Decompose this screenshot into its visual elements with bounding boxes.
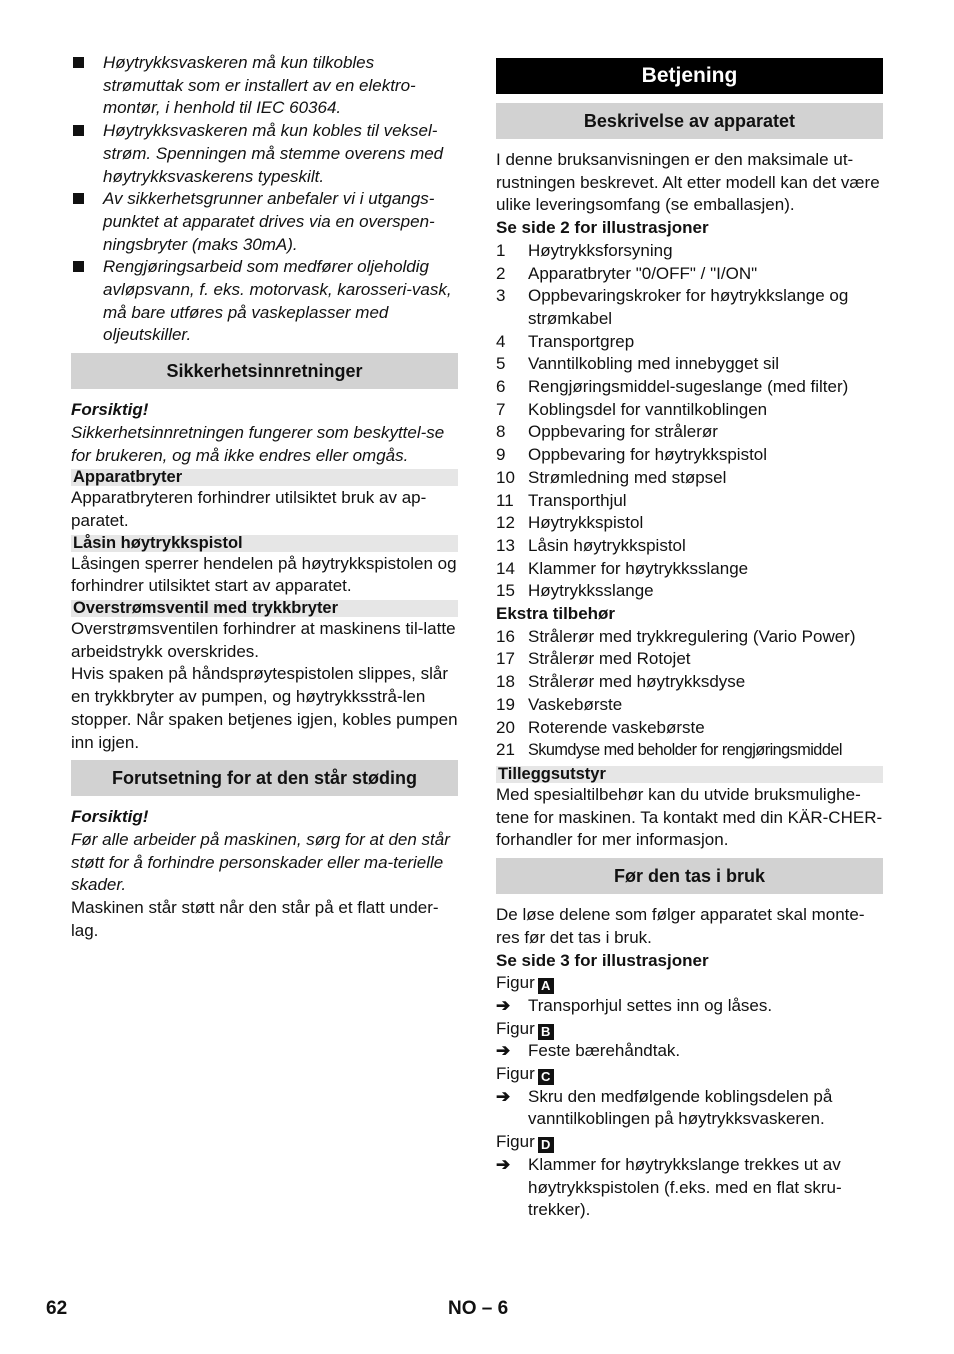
item-number: 11 (496, 490, 514, 510)
bullet-item: Høytrykksvaskeren må kun tilkobles strømuttak som er installert av en elektro-montør, i henhold til IEC 60364. (71, 52, 458, 120)
list-item (496, 626, 883, 649)
list-item (496, 535, 883, 558)
item-label: Oppbevaringskroker for høytrykkslange og strømkabel (528, 286, 849, 328)
item-label: Oppbevaring for strålerør (528, 422, 718, 442)
item-number: 12 (496, 513, 515, 533)
item-number: 16 (496, 626, 515, 646)
item-number: 10 (496, 467, 515, 487)
figure-letter-badge: D (538, 1137, 554, 1153)
list-item (496, 285, 883, 330)
page-section-label: NO – 6 (448, 1298, 509, 1319)
figure-reference (496, 1063, 883, 1086)
warning-text: Før alle arbeider på maskinen, sørg for at den står støtt for å forhindre personskader eller ma-terielle skader. (71, 829, 450, 895)
left-column (71, 52, 458, 943)
figure-letter-badge: A (538, 978, 554, 994)
list-item (496, 376, 883, 399)
item-number: 13 (496, 535, 515, 555)
figure-reference (496, 1131, 883, 1154)
list-item (496, 331, 883, 354)
bullet-item: Av sikkerhetsgrunner anbefaler vi i utgangs-punktet at apparatet drives via en overspen-ningsbryter (maks 30mA). (71, 188, 458, 256)
parts-list (496, 240, 883, 603)
item-label: Transporthjul (528, 490, 627, 510)
item-number: 6 (496, 377, 506, 397)
list-item (496, 444, 883, 467)
item-label: Transportgrep (528, 331, 635, 351)
extra-accessories-heading: Ekstra tilbehør (496, 604, 616, 624)
chapter-heading: Betjening (496, 58, 883, 94)
item-label: Strålerør med trykkregulering (Vario Power) (528, 626, 856, 646)
item-label: Roterende vaskebørste (528, 717, 705, 737)
item-number: 8 (496, 422, 506, 442)
warning-title: Forsiktig! (71, 400, 149, 420)
figure-reference (496, 972, 883, 995)
item-number: 4 (496, 331, 506, 351)
right-column (496, 52, 883, 1222)
list-item (496, 399, 883, 422)
item-label: Høytrykksforsyning (528, 240, 673, 260)
item-number: 14 (496, 558, 515, 578)
list-item (496, 558, 883, 581)
paragraph: Låsingen sperrer hendelen på høytrykkspistolen og forhindrer utilsiktet start av apparatet. (71, 553, 457, 596)
instruction-step (496, 1086, 883, 1131)
figure-letter-badge: B (538, 1024, 554, 1040)
list-item (496, 648, 883, 671)
item-label: Strømledning med støpsel (528, 467, 727, 487)
subheading-valve: Overstrømsventil med trykkbryter (71, 600, 458, 617)
list-item (496, 421, 883, 444)
item-number: 15 (496, 581, 515, 601)
section-heading-description: Beskrivelse av apparatet (496, 103, 883, 139)
instruction-step (496, 1040, 883, 1063)
paragraph: Maskinen står støtt når den står på et flatt under-lag. (71, 898, 439, 940)
list-item (496, 739, 883, 762)
item-number: 3 (496, 286, 506, 306)
list-item (496, 467, 883, 490)
instruction-text: Skru den medfølgende koblingsdelen på vanntilkoblingen på høytrykksvaskeren. (528, 1086, 833, 1129)
figure-label: Figur (496, 1018, 535, 1038)
warning-title: Forsiktig! (71, 807, 149, 827)
list-item (496, 717, 883, 740)
list-item (496, 353, 883, 376)
see-page-reference: Se side 2 for illustrasjoner (496, 218, 709, 238)
item-label: Strålerør med Rotojet (528, 649, 691, 669)
paragraph: De løse delene som følger apparatet skal monte-res før det tas i bruk. (496, 905, 865, 947)
paragraph: Med spesialtilbehør kan du utvide bruksmulighe-tene for maskinen. Ta kontakt med din KÄR-CHER-forhandler for mer informasjon. (496, 784, 883, 850)
item-number: 2 (496, 263, 506, 283)
instruction-text: Klammer for høytrykkslange trekkes ut av høytrykkspistolen (f.eks. med en flat skru-trekker). (528, 1154, 842, 1220)
item-label: Vaskebørste (528, 694, 623, 714)
paragraph: Overstrømsventilen forhindrer at maskinens til-latte arbeidstrykk overskrides. (71, 619, 456, 661)
item-number: 20 (496, 717, 515, 737)
arrow-right-icon: ➔ (496, 1154, 511, 1174)
section-heading-stability: Forutsetning for at den står støding (71, 760, 458, 796)
list-item (496, 694, 883, 717)
item-label: Klammer for høytrykksslange (528, 558, 749, 578)
figure-label: Figur (496, 973, 535, 993)
bullet-item: Rengjøringsarbeid som medfører oljeholdig avløpsvann, f. eks. motorvask, karosseri-vask, må bare utføres på vaskeplasser med oljeutskiller. (71, 256, 458, 347)
paragraph: I denne bruksanvisningen er den maksimale ut-rustningen beskrevet. Alt etter modell kan det være ulike leveringsomfang (se emballasjen). (496, 150, 880, 215)
item-label: Høytrykkspistol (528, 513, 644, 533)
extra-accessories-list (496, 626, 883, 762)
item-label: Apparatbryter "0/OFF" / "I/ON" (528, 263, 758, 283)
list-item (496, 671, 883, 694)
instruction-text: Feste bærehåndtak. (528, 1041, 681, 1061)
item-label: Strålerør med høytrykksdyse (528, 672, 746, 692)
section-heading-before-use: Før den tas i bruk (496, 858, 883, 894)
item-number: 5 (496, 354, 506, 374)
instruction-text: Transporhjul settes inn og låses. (528, 995, 773, 1015)
warning-text: Sikkerhetsinnretningen fungerer som beskyttel-se for brukeren, og må ikke endres eller omgås. (71, 422, 445, 465)
paragraph: Hvis spaken på håndsprøytespistolen slippes, slår en trykkbryter av pumpen, og høytrykksstrå-len stopper. Når spaken betjenes igjen, kobles pumpen inn igjen. (71, 664, 458, 752)
subheading-accessories: Tilleggsutstyr (496, 766, 883, 783)
instruction-step (496, 995, 883, 1018)
figure-label: Figur (496, 1132, 535, 1152)
list-item (496, 490, 883, 513)
arrow-right-icon: ➔ (496, 1086, 511, 1106)
item-label: Oppbevaring for høytrykkspistol (528, 445, 768, 465)
arrow-right-icon: ➔ (496, 995, 511, 1015)
figure-letter-badge: C (538, 1069, 554, 1085)
paragraph: Apparatbryteren forhindrer utilsiktet bruk av ap-paratet. (71, 488, 427, 530)
item-label: Koblingsdel for vanntilkoblingen (528, 399, 768, 419)
figure-label: Figur (496, 1064, 535, 1084)
item-label: Skumdyse med beholder for rengjøringsmiddel (528, 741, 842, 760)
item-number: 18 (496, 672, 515, 692)
arrow-right-icon: ➔ (496, 1041, 511, 1061)
item-label: Høytrykksslange (528, 581, 654, 601)
section-heading-safety: Sikkerhetsinnretninger (71, 353, 458, 389)
item-number: 7 (496, 399, 506, 419)
instruction-step (496, 1154, 883, 1222)
list-item (496, 240, 883, 263)
see-page-reference: Se side 3 for illustrasjoner (496, 950, 709, 970)
list-item (496, 263, 883, 286)
bullet-item: Høytrykksvaskeren må kun kobles til veksel-strøm. Spenningen må stemme overens med høytrykksvaskerens typeskilt. (71, 120, 458, 188)
list-item (496, 512, 883, 535)
item-label: Låsin høytrykkspistol (528, 535, 686, 555)
item-number: 1 (496, 240, 506, 260)
assembly-steps (496, 972, 883, 1222)
list-item (496, 580, 883, 603)
item-number: 19 (496, 694, 515, 714)
subheading-switch: Apparatbryter (71, 469, 458, 486)
figure-reference (496, 1018, 883, 1041)
item-number: 9 (496, 445, 506, 465)
page-number: 62 (46, 1298, 68, 1319)
item-number: 17 (496, 649, 515, 669)
item-number: 21 (496, 740, 515, 760)
item-label: Rengjøringsmiddel-sugeslange (med filter) (528, 377, 849, 397)
subheading-lock: Låsin høytrykkspistol (71, 535, 458, 552)
item-label: Vanntilkobling med innebygget sil (528, 354, 780, 374)
